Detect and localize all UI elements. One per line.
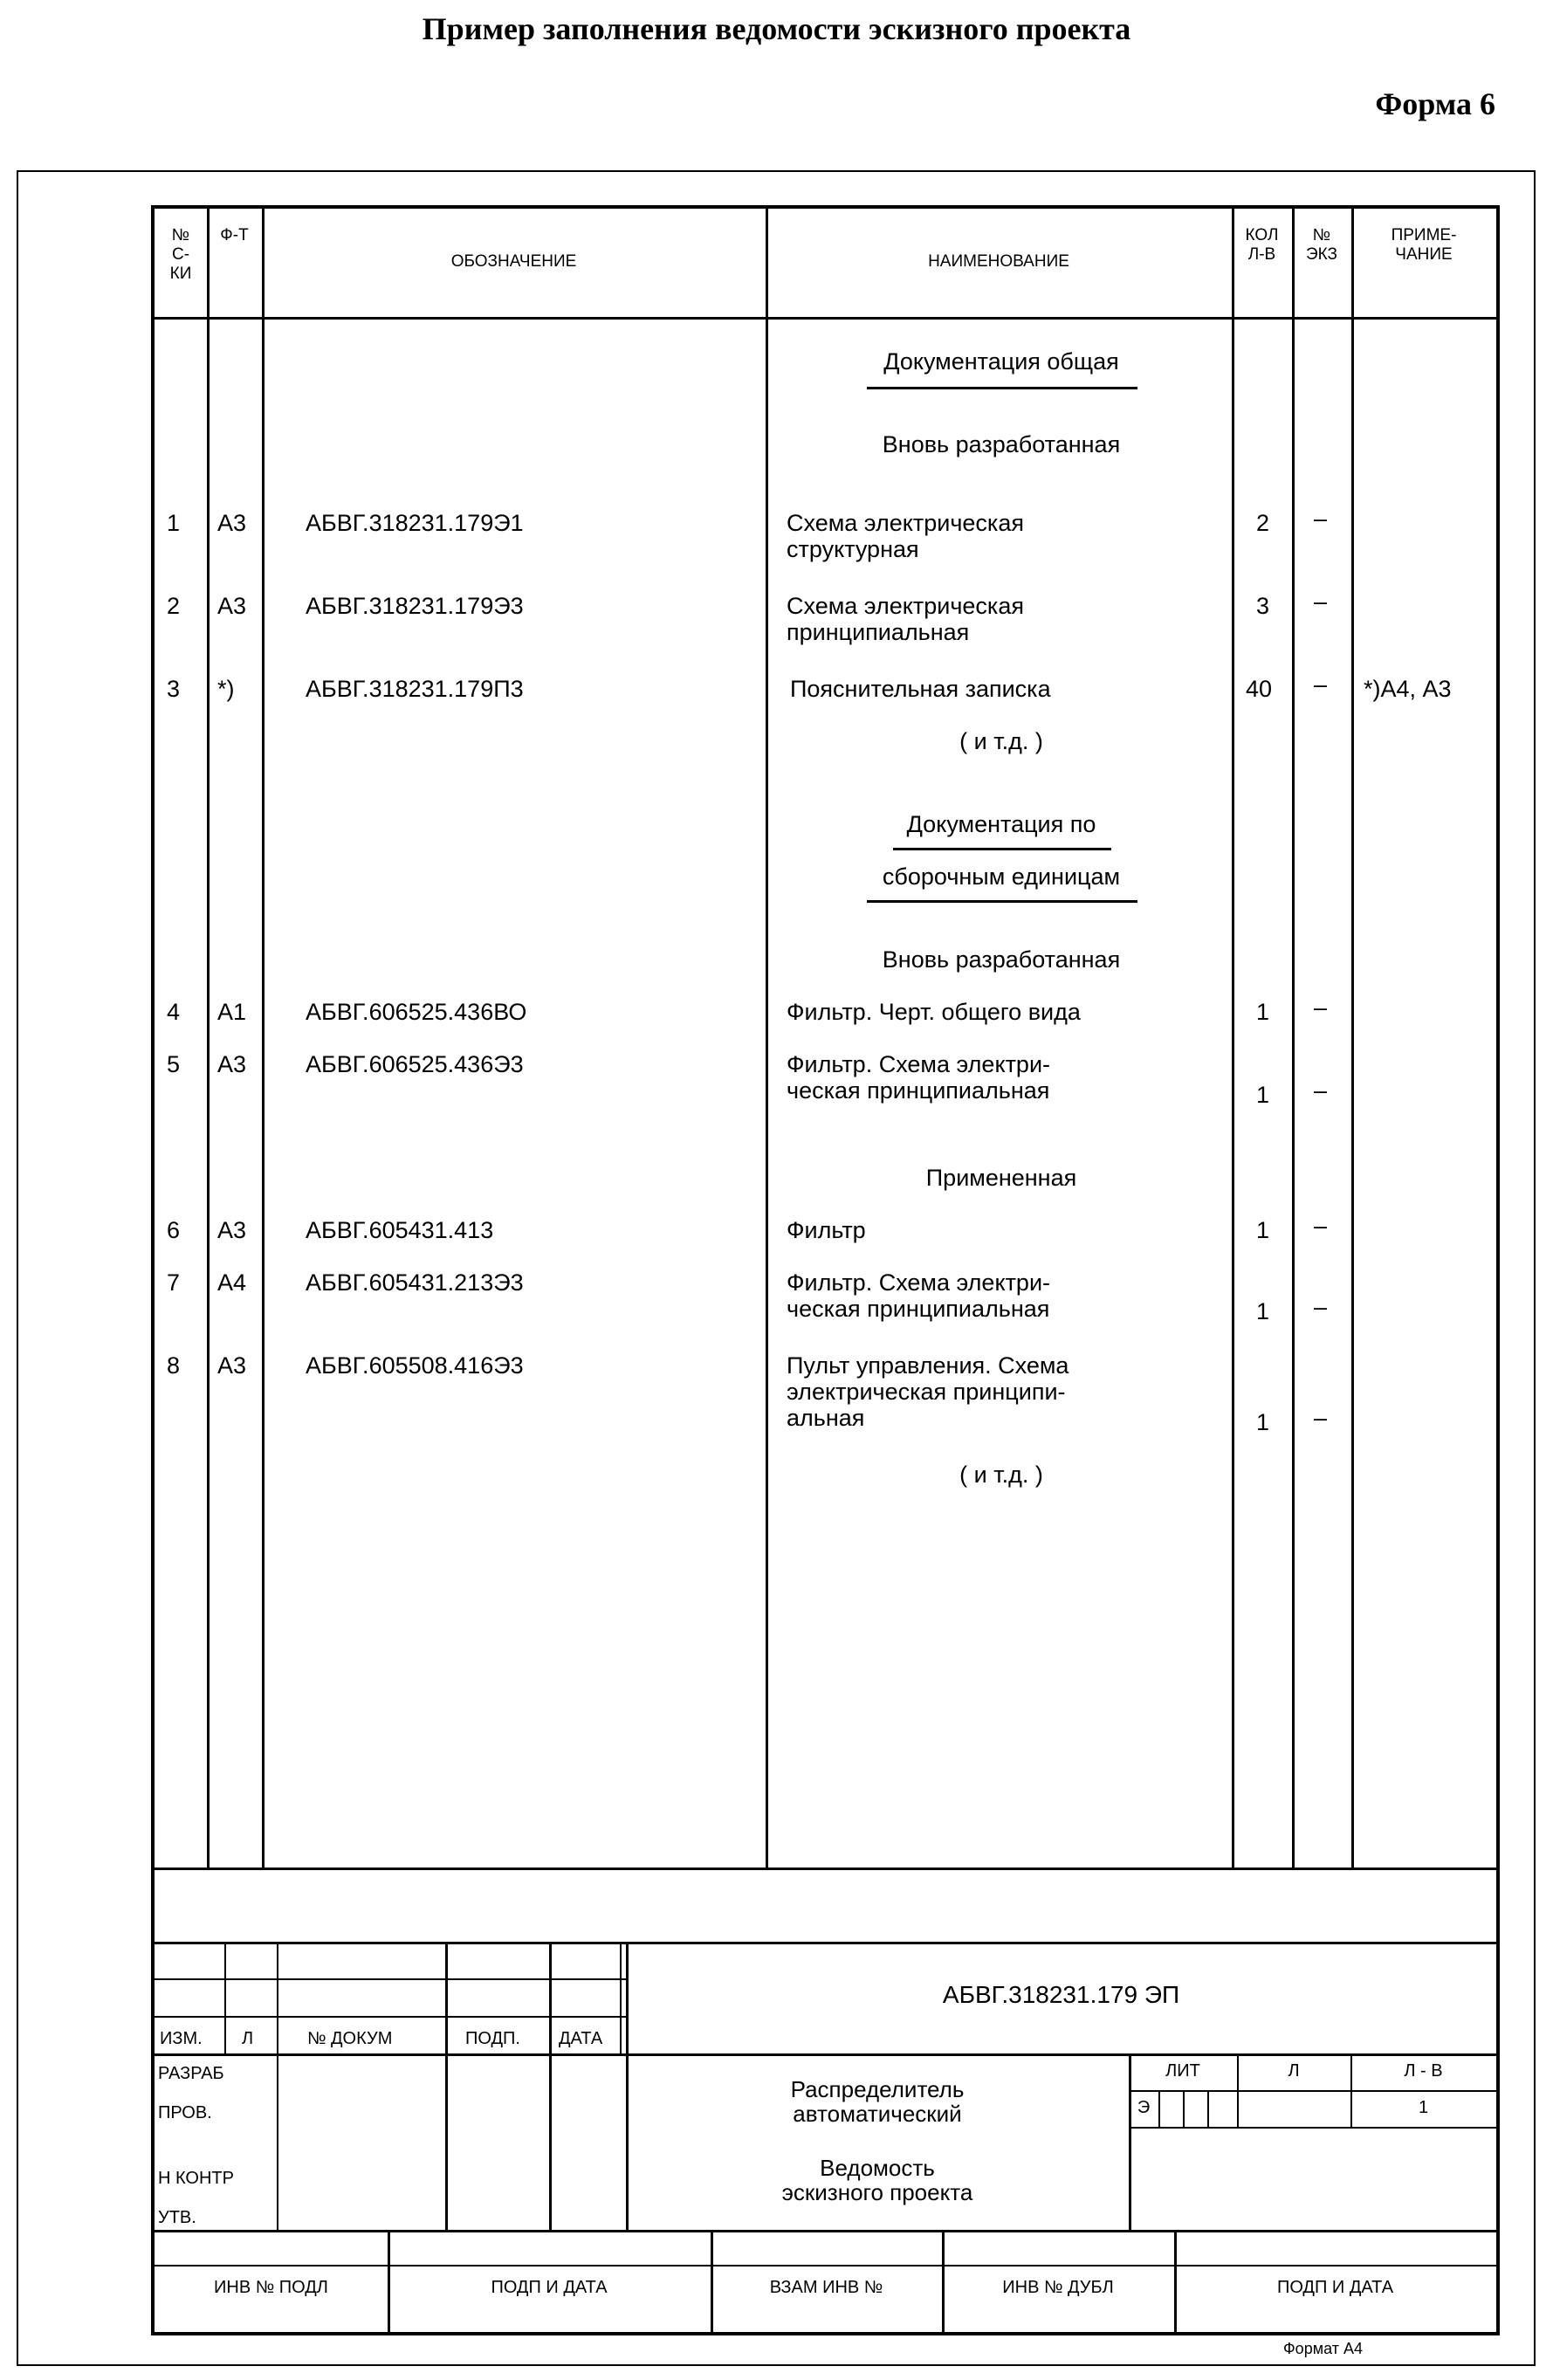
footer-top-line [155, 2230, 1496, 2232]
section-heading: Документация по [906, 811, 1096, 837]
row-qty: 3 [1256, 593, 1270, 619]
role-razrab: РАЗРАБ [158, 2064, 224, 2083]
row-qty: 1 [1256, 999, 1270, 1025]
col-divider [766, 209, 768, 1868]
rev-header-izm: ИЗМ. [160, 2029, 203, 2048]
row-format: А3 [217, 1217, 247, 1243]
section-heading: Документация общая [883, 348, 1119, 375]
row-note: *)А4, А3 [1364, 676, 1452, 702]
row-copy: – [1314, 994, 1328, 1021]
row-qty: 1 [1256, 1409, 1270, 1435]
header-name: НАИМЕНОВАНИЕ [928, 252, 1069, 271]
row-designation: АБВГ.318231.179Э1 [306, 510, 524, 536]
footer-mid-line [155, 2265, 1496, 2267]
row-num: 3 [167, 676, 181, 702]
lit-grid-line [1207, 2090, 1209, 2127]
rev-grid-line [277, 1942, 278, 2055]
section-heading: Примененная [925, 1165, 1077, 1191]
row-num: 7 [167, 1269, 181, 1296]
row-copy: – [1314, 588, 1328, 615]
section-heading: ( и т.д. ) [959, 728, 1043, 754]
row-num: 5 [167, 1051, 181, 1077]
row-designation: АБВГ.605508.416Э3 [306, 1352, 524, 1379]
row-copy: – [1314, 1077, 1328, 1104]
header-note: ПРИМЕ- ЧАНИЕ [1391, 226, 1457, 264]
header-copy: № ЭКЗ [1306, 226, 1337, 264]
title-block-top [155, 1942, 1496, 1944]
lit-value: Э [1137, 2098, 1151, 2117]
header-divider [155, 317, 1496, 320]
role-utv: УТВ. [158, 2208, 196, 2227]
rev-grid-line [549, 1942, 552, 2230]
section-heading: Вновь разработанная [882, 431, 1121, 457]
row-format: А4 [217, 1269, 247, 1296]
footer-inv-dubl: ИНВ № ДУБЛ [1002, 2278, 1114, 2297]
row-qty: 1 [1256, 1217, 1270, 1243]
footer-podp-data: ПОДП И ДАТА [491, 2278, 608, 2297]
row-qty: 40 [1246, 676, 1273, 702]
col-divider [207, 209, 210, 1868]
footer-inv-podl: ИНВ № ПОДЛ [214, 2278, 328, 2297]
format-label: Формат А4 [1283, 2340, 1363, 2357]
sheet-label: Л [1288, 2061, 1300, 2081]
row-format: А3 [217, 510, 247, 536]
row-format: А3 [217, 1352, 247, 1379]
row-name: Пульт управления. Схема электрическая принципи- альная [787, 1352, 1069, 1431]
rev-header-line [155, 2053, 1496, 2056]
form-label: Форма 6 [1375, 86, 1495, 121]
section-underline [867, 900, 1137, 903]
table-bottom-line [155, 1868, 1496, 1870]
footer-podp-data-2: ПОДП И ДАТА [1276, 2278, 1394, 2297]
row-designation: АБВГ.605431.213Э3 [306, 1269, 524, 1296]
rev-grid-line [445, 1942, 448, 2230]
row-qty: 1 [1256, 1298, 1270, 1324]
row-copy: – [1314, 1213, 1328, 1239]
col-divider [1232, 209, 1234, 1868]
product-name: Распределитель автоматический [790, 2076, 965, 2127]
lit-grid-line [1183, 2090, 1185, 2127]
row-name: Фильтр. Схема электри- ческая принципиальная [787, 1051, 1051, 1104]
row-format: А1 [217, 999, 247, 1025]
row-copy: – [1314, 1405, 1328, 1431]
rev-row-line [155, 2016, 626, 2018]
role-nkontr: Н КОНТР [158, 2169, 234, 2188]
row-num: 1 [167, 510, 181, 536]
row-designation: АБВГ.318231.179П3 [306, 676, 524, 702]
row-designation: АБВГ.318231.179Э3 [306, 593, 524, 619]
rev-header-data: ДАТА [559, 2029, 603, 2048]
row-num: 8 [167, 1352, 181, 1379]
row-name: Пояснительная записка [790, 676, 1051, 702]
col-divider [1292, 209, 1295, 1868]
document-code: АБВГ.318231.179 ЭП [942, 1981, 1180, 2008]
row-copy: – [1314, 506, 1328, 532]
header-qty: КОЛ Л-В [1245, 226, 1279, 264]
col-divider [262, 209, 265, 1868]
lit-grid-line [1158, 2090, 1160, 2127]
section-heading: Вновь разработанная [882, 946, 1121, 973]
section-heading: сборочным единицам [882, 863, 1121, 890]
row-name: Схема электрическая структурная [787, 510, 1024, 562]
row-name: Фильтр. Схема электри- ческая принципиальная [787, 1269, 1051, 1322]
rev-row-line [155, 1978, 626, 1980]
role-prov: ПРОВ. [158, 2103, 212, 2122]
rev-grid-line [224, 1942, 226, 2055]
lit-row-line [1129, 2127, 1496, 2129]
row-designation: АБВГ.605431.413 [306, 1217, 494, 1243]
section-underline [867, 387, 1137, 389]
row-num: 2 [167, 593, 181, 619]
row-name: Фильтр. Черт. общего вида [787, 999, 1081, 1025]
sheet [151, 205, 1500, 2335]
header-num: № С- КИ [169, 226, 192, 283]
row-format: *) [217, 676, 235, 702]
page-title: Пример заполнения ведомости эскизного проекта [422, 11, 1131, 46]
row-name: Фильтр [787, 1217, 866, 1243]
row-copy: – [1314, 1294, 1328, 1320]
sheets-label: Л - В [1404, 2061, 1443, 2081]
row-num: 6 [167, 1217, 181, 1243]
row-designation: АБВГ.606525.436Э3 [306, 1051, 524, 1077]
document-name: Ведомость эскизного проекта [781, 2155, 973, 2205]
row-qty: 2 [1256, 510, 1270, 536]
header-format: Ф-Т [220, 226, 249, 244]
row-format: А3 [217, 1051, 247, 1077]
footer-vzam-inv: ВЗАМ ИНВ № [769, 2278, 883, 2297]
row-num: 4 [167, 999, 181, 1025]
row-name: Схема электрическая принципиальная [787, 593, 1024, 645]
row-designation: АБВГ.606525.436ВО [306, 999, 527, 1025]
rev-grid-line [277, 2055, 278, 2230]
rev-header-podp: ПОДП. [465, 2029, 520, 2048]
row-qty: 1 [1256, 1082, 1270, 1108]
lit-row-line [1129, 2090, 1496, 2092]
row-format: А3 [217, 593, 247, 619]
section-underline [893, 848, 1111, 850]
section-heading: ( и т.д. ) [959, 1462, 1043, 1488]
col-divider [1351, 209, 1354, 1868]
rev-header-dokum: № ДОКУМ [307, 2029, 393, 2048]
row-copy: – [1314, 671, 1328, 698]
rev-grid-line [620, 1942, 622, 2055]
header-designation: ОБОЗНАЧЕНИЕ [450, 252, 577, 271]
lit-label: ЛИТ [1165, 2061, 1200, 2081]
sheets-value: 1 [1418, 2098, 1429, 2117]
rev-header-l: Л [242, 2029, 254, 2048]
